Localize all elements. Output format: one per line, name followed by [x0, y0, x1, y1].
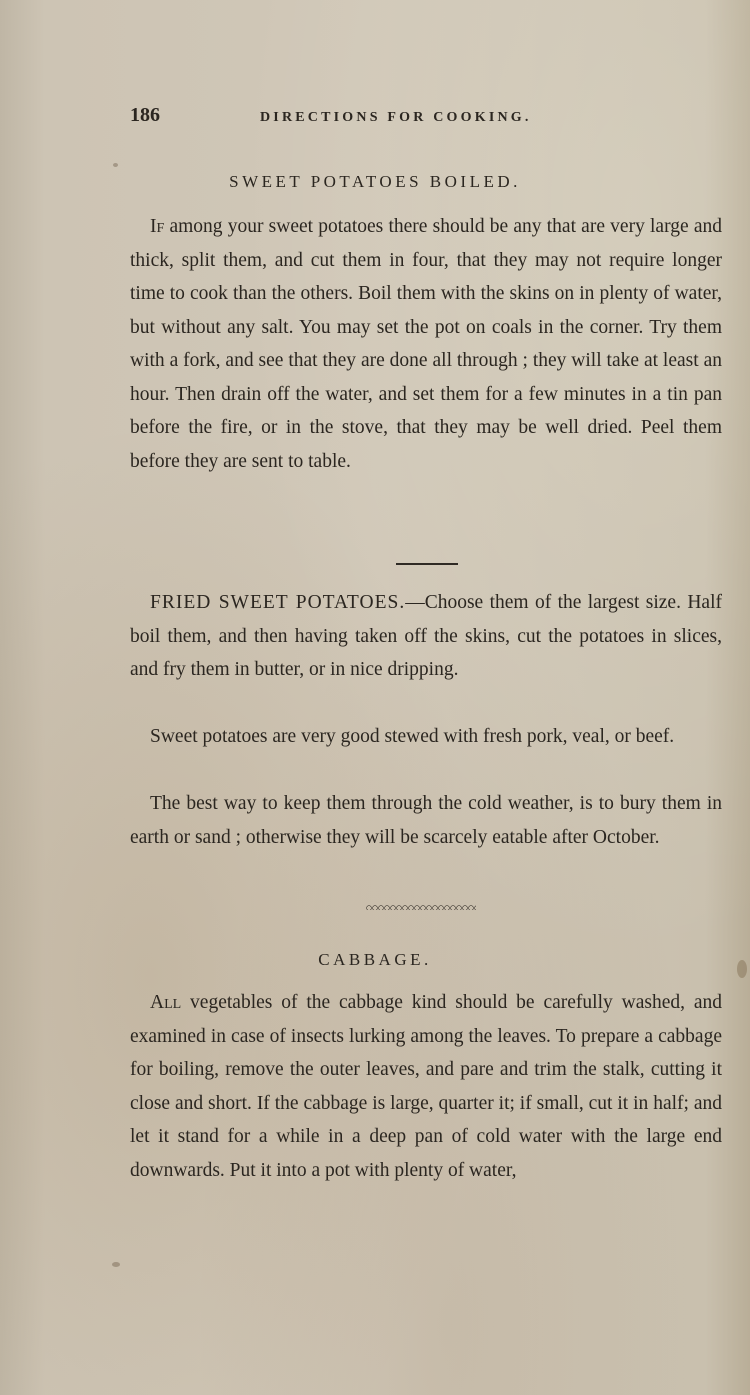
ornamental-divider [366, 902, 476, 910]
paragraph-keeping-note [130, 787, 722, 854]
paragraph-text: Sweet potatoes are very good stewed with fresh pork, veal, or beef. [150, 726, 675, 747]
paragraph-text: The best way to keep them through the cold weather, is to bury them in earth or sand ; otherwise they will be scarcely eatable after October. [130, 793, 722, 848]
paper-stain [737, 960, 747, 978]
section-divider-rule [396, 563, 458, 565]
run-in-heading: FRIED SWEET POTATOES. [150, 592, 406, 613]
paragraph-cabbage [130, 986, 722, 1187]
heading-cabbage: CABBAGE. [318, 950, 432, 969]
paragraph-lead-word: If [150, 216, 165, 237]
paragraph-lead-word: All [150, 992, 182, 1013]
paragraph-sweet-potatoes-boiled [130, 210, 722, 478]
page-number: 186 [130, 104, 160, 126]
paragraph-fried-sweet-potatoes [130, 586, 722, 687]
paper-stain [113, 163, 118, 167]
paragraph-text: among your sweet potatoes there should be any that are very large and thick, split them, and cut them in four, that they may not require longer time to cook than the others. Boil them with the skins on in plenty of water, but without any salt. You may set the pot on coals in the corner. Try them with a fork, and see that they are done all through ; they will take at least an hour. Then drain off the water, and set them for a few minutes in a tin pan before the fire, or in the stove, that they may be well dried. Peel them before they are sent to table. [130, 216, 722, 472]
running-title: DIRECTIONS FOR COOKING. [260, 110, 532, 125]
heading-sweet-potatoes-boiled: SWEET POTATOES BOILED. [229, 172, 521, 191]
paragraph-text: vegetables of the cabbage kind should be carefully washed, and examined in case of insects lurking among the leaves. To prepare a cabbage for boiling, remove the outer leaves, and pare and trim the stalk, cutting it close and short. If the cabbage is large, quarter it; if small, cut it in half; and let it stand for a while in a deep pan of cold water with the large end downwards. Put it into a pot with plenty of water, [130, 992, 722, 1181]
paragraph-stewed-note [130, 720, 722, 754]
paper-stain [112, 1262, 120, 1267]
running-head [130, 104, 600, 134]
paragraph-text: —Choose them of the largest size. Half boil them, and then having taken off the skins, cut the potatoes in slices, and fry them in butter, or in nice dripping. [130, 592, 722, 680]
